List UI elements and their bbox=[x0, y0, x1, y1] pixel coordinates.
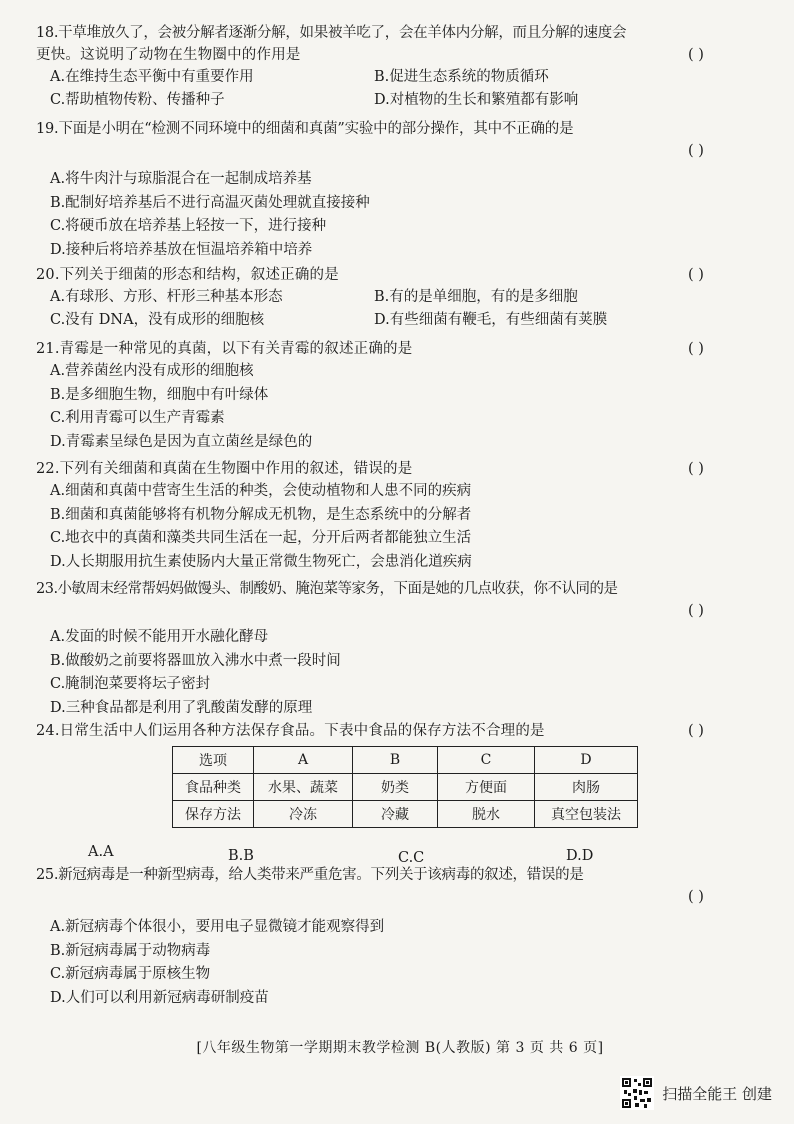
question-18-line1: 18.干草堆放久了，会被分解者逐渐分解，如果被羊吃了，会在羊体内分解，而且分解的速度会 bbox=[36, 25, 627, 41]
answer-option-24-b: B.B bbox=[228, 848, 254, 864]
answer-blank-23[interactable]: ( ) bbox=[688, 603, 704, 619]
scanner-watermark-text: 扫描全能王 创建 bbox=[662, 1084, 772, 1103]
option-20-d: D.有些细菌有鞭毛，有些细菌有荚膜 bbox=[374, 312, 608, 328]
question-25 bbox=[36, 864, 736, 1010]
answer-option-24-c: C.C bbox=[398, 850, 425, 866]
option-23-d: D.三种食品都是利用了乳酸菌发酵的原理 bbox=[50, 699, 313, 716]
question-22 bbox=[36, 458, 736, 574]
table-header-row bbox=[173, 747, 638, 774]
question-20-stem: 20.下列关于细菌的形态和结构，叙述正确的是 bbox=[36, 267, 339, 283]
question-25-stem: 25.新冠病毒是一种新型病毒，给人类带来严重危害。下列关于该病毒的叙述，错误的是 bbox=[36, 867, 584, 883]
table-cell: 食品种类 bbox=[173, 774, 254, 801]
option-23-b: B.做酸奶之前要将器皿放入沸水中煮一段时间 bbox=[50, 652, 341, 669]
option-25-c: C.新冠病毒属于原核生物 bbox=[50, 966, 211, 982]
option-25-b: B.新冠病毒属于动物病毒 bbox=[50, 942, 211, 959]
table-row bbox=[173, 801, 638, 828]
question-24 bbox=[36, 720, 736, 742]
question-20 bbox=[36, 264, 736, 332]
option-22-a: A.细菌和真菌中营寄生生活的种类，会使动植物和人患不同的疾病 bbox=[50, 483, 472, 499]
option-21-b: B.是多细胞生物，细胞中有叶绿体 bbox=[50, 386, 269, 403]
table-cell: 肉肠 bbox=[535, 774, 638, 801]
option-19-b: B.配制好培养基后不进行高温灭菌处理就直接接种 bbox=[50, 194, 370, 211]
answer-blank-19[interactable]: ( ) bbox=[688, 143, 704, 159]
scanner-watermark bbox=[620, 1076, 772, 1110]
option-19-d: D.接种后将培养基放在恒温培养箱中培养 bbox=[50, 241, 313, 258]
option-22-d: D.人长期服用抗生素使肠内大量正常微生物死亡，会患消化道疾病 bbox=[50, 553, 472, 570]
option-23-c: C.腌制泡菜要将坛子密封 bbox=[50, 676, 211, 692]
answer-blank-24[interactable]: ( ) bbox=[688, 723, 704, 739]
table-cell: B bbox=[353, 747, 438, 774]
answer-option-24-d: D.D bbox=[566, 848, 594, 864]
answer-blank-21[interactable]: ( ) bbox=[688, 341, 704, 357]
table-cell: 脱水 bbox=[438, 801, 535, 828]
question-24-stem: 24.日常生活中人们运用各种方法保存食品。下表中食品的保存方法不合理的是 bbox=[36, 723, 545, 739]
option-18-d: D.对植物的生长和繁殖都有影响 bbox=[374, 92, 579, 108]
question-22-stem: 22.下列有关细菌和真菌在生物圈中作用的叙述，错误的是 bbox=[36, 461, 413, 477]
option-22-b: B.细菌和真菌能够将有机物分解成无机物，是生态系统中的分解者 bbox=[50, 506, 472, 523]
answer-option-24-a: A.A bbox=[88, 844, 114, 860]
option-18-c: C.帮助植物传粉、传播种子 bbox=[50, 92, 225, 108]
option-20-c: C.没有 DNA，没有成形的细胞核 bbox=[50, 312, 265, 328]
answer-blank-25[interactable]: ( ) bbox=[688, 889, 704, 905]
answer-blank-18[interactable]: ( ) bbox=[688, 47, 704, 63]
question-19-stem: 19.下面是小明在“检测不同环境中的细菌和真菌”实验中的部分操作，其中不正确的是 bbox=[36, 121, 574, 137]
question-21 bbox=[36, 338, 736, 454]
food-preservation-table bbox=[172, 746, 638, 828]
table-cell: 奶类 bbox=[353, 774, 438, 801]
option-21-d: D.青霉素呈绿色是因为直立菌丝是绿色的 bbox=[50, 433, 313, 450]
table-cell: 真空包装法 bbox=[535, 801, 638, 828]
page-footer: [八年级生物第一学期期末教学检测 B(人教版) 第 3 页 共 6 页] bbox=[196, 1040, 604, 1056]
table-cell: 选项 bbox=[173, 747, 254, 774]
option-19-c: C.将硬币放在培养基上轻按一下，进行接种 bbox=[50, 218, 327, 234]
question-21-stem: 21.青霉是一种常见的真菌，以下有关青霉的叙述正确的是 bbox=[36, 341, 413, 357]
question-23 bbox=[36, 578, 736, 720]
option-23-a: A.发面的时候不能用开水融化酵母 bbox=[50, 629, 269, 645]
answer-blank-20[interactable]: ( ) bbox=[688, 267, 704, 283]
question-19 bbox=[36, 118, 736, 262]
table-cell: C bbox=[438, 747, 535, 774]
table-row bbox=[173, 774, 638, 801]
question-18-line2: 更快。这说明了动物在生物圈中的作用是 bbox=[36, 47, 301, 63]
table-cell: 冷藏 bbox=[353, 801, 438, 828]
option-21-c: C.利用青霉可以生产青霉素 bbox=[50, 410, 225, 426]
option-21-a: A.营养菌丝内没有成形的细胞核 bbox=[50, 363, 254, 379]
qr-code-icon bbox=[620, 1076, 654, 1110]
table-cell: D bbox=[535, 747, 638, 774]
option-19-a: A.将牛肉汁与琼脂混合在一起制成培养基 bbox=[50, 171, 312, 187]
table-cell: 方便面 bbox=[438, 774, 535, 801]
option-20-b: B.有的是单细胞，有的是多细胞 bbox=[374, 289, 578, 305]
table-cell: 冷冻 bbox=[254, 801, 353, 828]
option-25-a: A.新冠病毒个体很小，要用电子显微镜才能观察得到 bbox=[50, 919, 385, 935]
option-18-b: B.促进生态系统的物质循环 bbox=[374, 69, 549, 85]
option-25-d: D.人们可以利用新冠病毒研制疫苗 bbox=[50, 989, 269, 1006]
option-22-c: C.地衣中的真菌和藻类共同生活在一起，分开后两者都能独立生活 bbox=[50, 530, 472, 546]
table-cell: 保存方法 bbox=[173, 801, 254, 828]
question-18 bbox=[36, 22, 736, 112]
option-20-a: A.有球形、方形、杆形三种基本形态 bbox=[50, 289, 283, 305]
answer-blank-22[interactable]: ( ) bbox=[688, 461, 704, 477]
table-cell: 水果、蔬菜 bbox=[254, 774, 353, 801]
question-23-stem: 23.小敏周末经常帮妈妈做馒头、制酸奶、腌泡菜等家务，下面是她的几点收获，你不认同的是 bbox=[36, 581, 618, 597]
option-18-a: A.在维持生态平衡中有重要作用 bbox=[50, 69, 254, 85]
table-cell: A bbox=[254, 747, 353, 774]
